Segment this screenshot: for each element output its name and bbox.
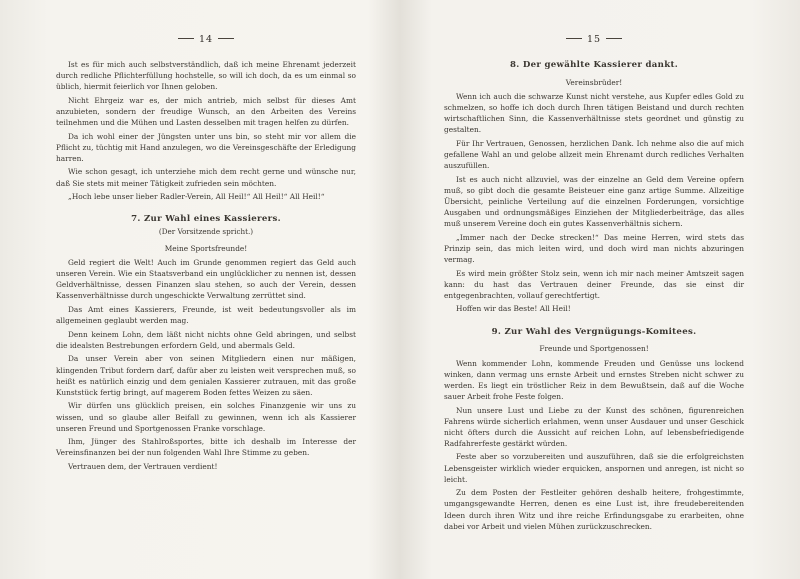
paragraph: Ist es auch nicht allzuviel, was der einzelne an Geld dem Vereine opfern muß, so gibt doch die gesamte Beisteuer eine ganz artige Summe. Allzeitige Übersicht, peinliche Verteilung auf die einzelnen Forderungen, vorsichtige Ausgaben und ordnungsmäßiges Einziehen der Mitgliederbeiträge, das alles muß unserem Vereine doch ein gutes Kassenverhältnis sichern. [444, 174, 744, 229]
folio-rule-left [178, 38, 194, 39]
paragraph: Da unser Verein aber von seinen Mitgliedern einen nur mäßigen, klingenden Tribut fordern darf, dafür aber zu leisten weit versprechen muß, so heißt es natürlich einzig und dem genialen Kassierer zutrauen, mit das große Kunststück fertig bringt, auf magerem Boden fettes Weizen zu säen. [56, 354, 356, 397]
section-title: Der gewählte Kassierer dankt. [522, 60, 679, 70]
section-title: Zur Wahl des Vergnügungs-Komitees. [504, 326, 697, 337]
paragraph: Denn keinem Lohn, dem läßt nicht nichts ohne Geld abringen, und selbst die idealsten Bestrebungen erfordern Geld, und abermals Geld. [56, 329, 356, 350]
folio-rule-right [218, 38, 234, 39]
section-number: 7. [131, 214, 141, 225]
section-heading [444, 59, 744, 72]
paragraph: Ist es für mich auch selbstverständlich, daß ich meine Ehrenamt jederzeit durch redliche Pflichterfüllung hochstelle, so will ich doch, da es um einmal so üblich, hiermit feierlich vor Ihnen geloben. [56, 60, 356, 92]
paragraph: Es wird mein größter Stolz sein, wenn ich mir nach meiner Amtszeit sagen kann: du hast das Vertrauen deiner Freunde, das sie einst dir entgegenbrachten, vollauf gerechtfertigt. [444, 268, 744, 300]
paragraph: Zu dem Posten der Festleiter gehören deshalb heitere, frohgestimmte, umgangsgewandte Herren, denen es eine Lust ist, ihre freudebereitenden Ideen durch ihren Witz und ihre reiche Erfindungsgabe zu erarbeiten, ohne dabei vor Arbeit und vielen Mühen zurückzuschrecken. [444, 488, 744, 531]
paragraph: Wenn kommender Lohn, kommende Freuden und Genüsse uns lockend winken, dann vermag uns ernste Arbeit und ernstes Streben nicht schwer zu werden. Es liegt ein tröstlicher Reiz in dem Bewußtsein, daß auf die Woche sauer Arbeit frohe Feste folgen. [444, 358, 744, 401]
paragraph: Für Ihr Vertrauen, Genossen, herzlichen Dank. Ich nehme also die auf mich gefallene Wahl an und gelobe allzeit mein Ehrenamt durch redliches Verhalten auszufüllen. [444, 138, 744, 171]
paragraph: Wie schon gesagt, ich unterziehe mich dem recht gerne und wünsche nur, daß Sie stets mit meiner Tätigkeit zufrieden sein möchten. [56, 167, 356, 188]
paragraph: Feste aber so vorzubereiten und auszuführen, daß sie die erfolgreichsten Lebensgeister wirklich wieder erquicken, anspornen und anregen, ist nicht so leicht. [444, 452, 744, 484]
paragraph: Ihm, Jünger des Stahlroßsportes, bitte ich deshalb im Interesse der Vereinsfinanzen bei der nun folgenden Wahl Ihre Stimme zu geben. [56, 437, 356, 458]
paragraph: Nicht Ehrgeiz war es, der mich antrieb, mich selbst für dieses Amt anzubieten, sondern der freudige Wunsch, an den Arbeiten des Vereins teilnehmen und die Mühen und Lasten desselben mit tragen helfen zu dürfen. [56, 95, 356, 128]
section-subtitle: (Der Vorsitzende spricht.) [158, 227, 254, 237]
paragraph: „Hoch lebe unser lieber Radler-Verein, All Heil!“ All Heil!“ All Heil!“ [68, 192, 325, 202]
right-page-text-column [444, 59, 744, 532]
right-page [400, 0, 800, 579]
paragraph: Geld regiert die Welt! Auch im Grunde genommen regiert das Geld auch unseren Verein. Wie ein Staatsverband ein unglücklicher zu nennen ist, dessen Geldverhältnisse, dessen Finanzen slau stehen, so auch der Verein, dessen Kassenverhältnisse durch ungeschickte Verwaltung zerrüttet sind. [56, 258, 356, 301]
paragraph: Wenn ich auch die schwarze Kunst nicht verstehe, aus Kupfer edles Gold zu schmelzen, so hoffe ich doch durch Ihren tätigen Beistand und durch rechten wirtschaftlichen Sinn, die Kassenverhältnisse stets geordnet und günstig zu gestalten. [444, 92, 744, 135]
section-heading [56, 213, 356, 226]
folio-rule-right [606, 38, 622, 39]
folio-rule-left [566, 38, 582, 39]
paragraph: Das Amt eines Kassierers, Freunde, ist weit bedeutungsvoller als im allgemeinen geglaubt werden mag. [56, 305, 356, 326]
section-salutation: Freunde und Sportgenossen! [539, 344, 649, 354]
paragraph: Vertrauen dem, der Vertrauen verdient! [68, 461, 218, 471]
paragraph: Da ich wohl einer der Jüngsten unter uns bin, so steht mir vor allem die Pflicht zu, tüchtig mit Hand anzulegen, wo die Vereinsgeschäfte der Erledigung harren. [56, 131, 356, 163]
section-number: 8. [509, 60, 520, 70]
paragraph: Hoffen wir das Beste! All Heil! [456, 304, 571, 314]
paragraph: „Immer nach der Decke strecken!“ Das meine Herren, wird stets das Prinzip sein, das mich leiten wird, und doch wird man nichts abzuringen vermag. [444, 232, 744, 265]
section-heading [444, 326, 744, 339]
paragraph: Wir dürfen uns glücklich preisen, ein solches Finanzgenie wir uns zu wissen, und so glaube aller Beifall zu gewinnen, wenn ich als Kassierer unseren Freund und Sportgenossen Franke vorschlage. [56, 401, 356, 433]
section-salutation: Vereinsbrüder! [565, 77, 623, 87]
page-number-left: 14 [56, 34, 356, 45]
section-title: Zur Wahl eines Kassierers. [143, 214, 281, 225]
page-number-right: 15 [444, 34, 744, 45]
section-salutation: Meine Sportsfreunde! [164, 244, 248, 253]
section-number: 9. [491, 326, 502, 337]
paragraph: Nun unsere Lust und Liebe zu der Kunst des schönen, figurenreichen Fahrens würde sicherlich erlahmen, wenn unser Ausdauer und unser Geschick nicht öfters durch die Aussicht auf reichen Lohn, auf lebensbefriedigende Radfahrerfeste gestärkt würden. [444, 405, 744, 448]
left-page-text-column [56, 59, 356, 472]
